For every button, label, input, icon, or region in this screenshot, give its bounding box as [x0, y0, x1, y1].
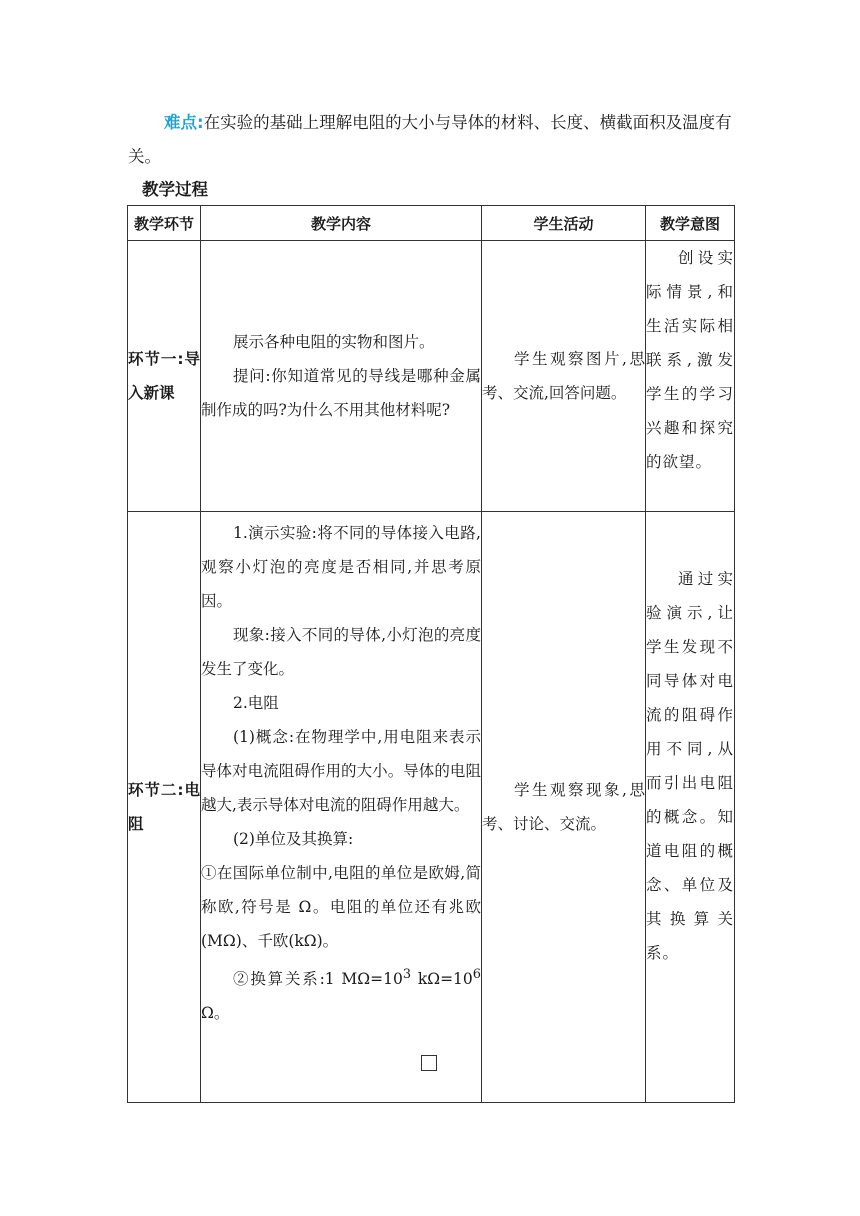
stage-cell: 环节一:导入新课 — [128, 241, 201, 512]
content-cell — [201, 241, 482, 512]
conversion-part: ②换算关系:1 MΩ=10 — [233, 970, 403, 989]
content-paragraph: (2)单位及其换算: — [233, 830, 354, 848]
conversion-part: Ω。 — [201, 1004, 230, 1023]
stage-cell: 环节二:电阻 — [128, 512, 201, 1103]
activity-cell — [482, 241, 646, 512]
content-paragraph: 展示各种电阻的实物和图片。 — [233, 333, 435, 351]
content-paragraph: 2.电阻 — [233, 694, 279, 712]
conversion-paragraph — [201, 958, 481, 1030]
header-content: 教学内容 — [201, 206, 482, 241]
activity-cell — [482, 512, 646, 1103]
content-paragraph: ①在国际单位制中,电阻的单位是欧姆,简称欧,符号是 Ω。电阻的单位还有兆欧(MΩ)、千欧(kΩ)。 — [201, 864, 481, 950]
intent-text: 通过实验演示,让学生发现不同导体对电流的阻碍作用不同,从而引出电阻的概念。知道电阻的概念、单位及其换算关系。 — [646, 570, 734, 962]
intent-text: 创设实际情景,和生活实际相联系,激发学生的学习兴趣和探究的欲望。 — [646, 249, 734, 471]
header-intent: 教学意图 — [646, 206, 735, 241]
table-header-row — [128, 206, 735, 241]
table-row — [128, 241, 735, 512]
activity-text: 学生观察现象,思考、讨论、交流。 — [482, 781, 645, 833]
exponent: 3 — [402, 967, 412, 982]
difficulty-text: 在实验的基础上理解电阻的大小与导体的材料、长度、横截面积及温度有关。 — [128, 113, 732, 166]
content-paragraph: (1)概念:在物理学中,用电阻来表示导体对电流阻碍作用的大小。导体的电阻越大,表示导体对电流的阻碍作用越大。 — [201, 728, 481, 814]
activity-text: 学生观察图片,思考、交流,回答问题。 — [482, 350, 645, 402]
header-stage: 教学环节 — [128, 206, 201, 241]
page-marker-box — [421, 1055, 437, 1071]
table-row — [128, 512, 735, 1103]
difficulty-paragraph — [128, 106, 734, 174]
lesson-table — [127, 205, 735, 1103]
conversion-part: kΩ=10 — [411, 970, 473, 989]
intent-cell — [646, 241, 735, 512]
difficulty-label: 难点: — [164, 113, 204, 132]
section-title: 教学过程 — [142, 180, 208, 199]
header-activity: 学生活动 — [482, 206, 646, 241]
content-paragraph: 提问:你知道常见的导线是哪种金属制作成的吗?为什么不用其他材料呢? — [201, 367, 481, 419]
content-paragraph: 1.演示实验:将不同的导体接入电路,观察小灯泡的亮度是否相同,并思考原因。 — [201, 524, 481, 610]
content-cell — [201, 512, 482, 1103]
intent-cell — [646, 512, 735, 1103]
exponent: 6 — [472, 967, 481, 982]
content-paragraph: 现象:接入不同的导体,小灯泡的亮度发生了变化。 — [201, 626, 481, 678]
